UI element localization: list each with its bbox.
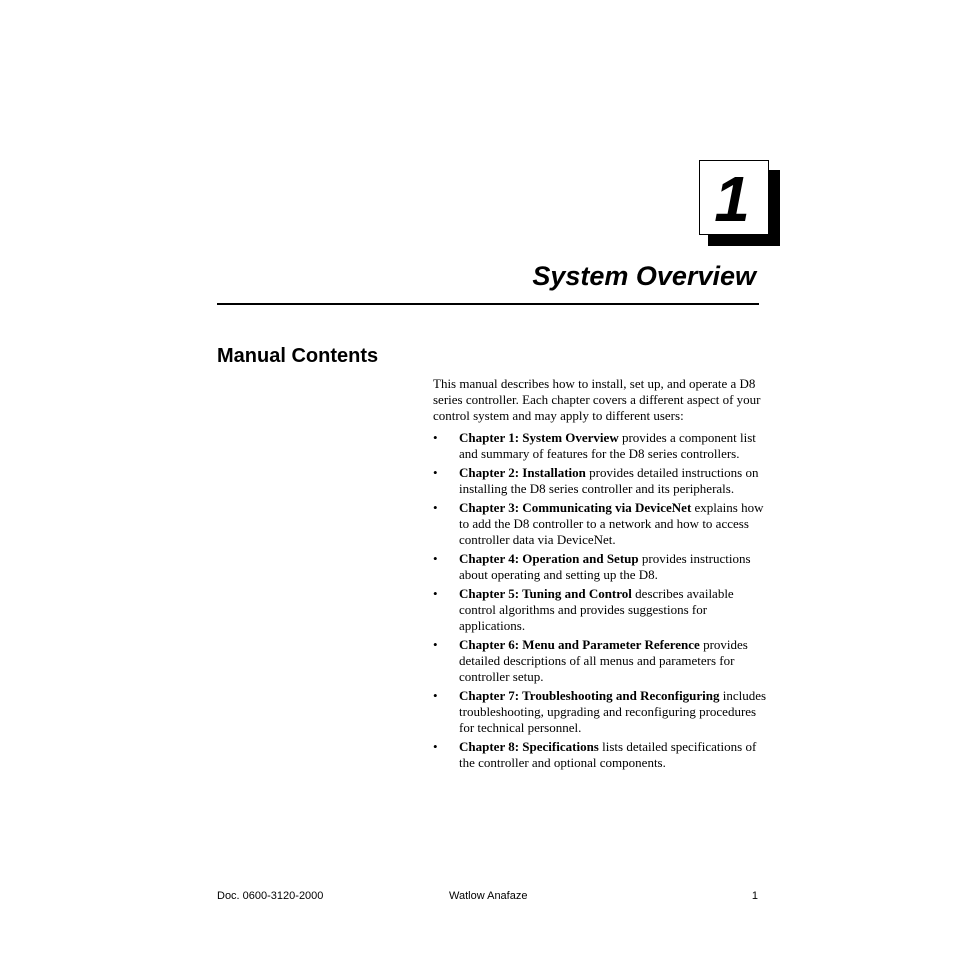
chapter-name: Chapter 7: Troubleshooting and Reconfiguring <box>459 688 720 703</box>
manual-contents-body <box>433 376 769 774</box>
bullet: • <box>433 551 438 566</box>
chapter-name: Chapter 2: Installation <box>459 465 586 480</box>
chapter-name: Chapter 6: Menu and Parameter Reference <box>459 637 700 652</box>
bullet: • <box>433 500 438 515</box>
chapter-description: provides a component list and summary of features for the D8 series controllers. <box>459 430 756 461</box>
chapter-description: describes available control algorithms and provides suggestions for applications. <box>459 586 734 633</box>
chapter-name: Chapter 4: Operation and Setup <box>459 551 639 566</box>
list-item <box>433 586 769 634</box>
list-item <box>433 637 769 685</box>
list-item <box>433 465 769 497</box>
footer-company: Watlow Anafaze <box>449 890 528 902</box>
bullet: • <box>433 637 438 652</box>
chapter-description: provides instructions about operating and setting up the D8. <box>459 551 751 582</box>
list-item <box>433 500 769 548</box>
bullet: • <box>433 430 438 445</box>
footer-page-number: 1 <box>751 890 758 902</box>
chapter-title: System Overview <box>532 261 756 291</box>
chapter-description: lists detailed specifications of the controller and optional components. <box>459 739 757 770</box>
intro-paragraph: This manual describes how to install, set up, and operate a D8 series controller. Each chapter covers a different aspect of your control system and may apply to different users: <box>433 376 761 423</box>
chapter-number-box <box>699 160 769 235</box>
section-heading: Manual Contents <box>217 345 379 367</box>
bullet: • <box>433 739 438 754</box>
chapter-name: Chapter 8: Specifications <box>459 739 599 754</box>
list-item <box>433 430 769 462</box>
chapter-description: includes troubleshooting, upgrading and reconfiguring procedures for technical personnel. <box>459 688 767 735</box>
list-item <box>433 688 769 736</box>
bullet: • <box>433 465 438 480</box>
title-rule <box>217 303 759 305</box>
chapter-description: provides detailed instructions on installing the D8 series controller and its peripherals. <box>459 465 759 496</box>
chapter-name: Chapter 1: System Overview <box>459 430 619 445</box>
list-item <box>433 551 769 583</box>
chapter-description: explains how to add the D8 controller to a network and how to access controller data via DeviceNet. <box>459 500 764 547</box>
chapter-description: provides detailed descriptions of all menus and parameters for controller setup. <box>459 637 748 684</box>
bullet: • <box>433 688 438 703</box>
chapter-number: 1 <box>714 162 750 235</box>
list-item <box>433 739 769 771</box>
bullet: • <box>433 586 438 601</box>
footer-doc-number: Doc. 0600-3120-2000 <box>217 890 324 902</box>
chapter-name: Chapter 3: Communicating via DeviceNet <box>459 500 692 515</box>
chapter-list <box>433 430 769 771</box>
chapter-name: Chapter 5: Tuning and Control <box>459 586 632 601</box>
